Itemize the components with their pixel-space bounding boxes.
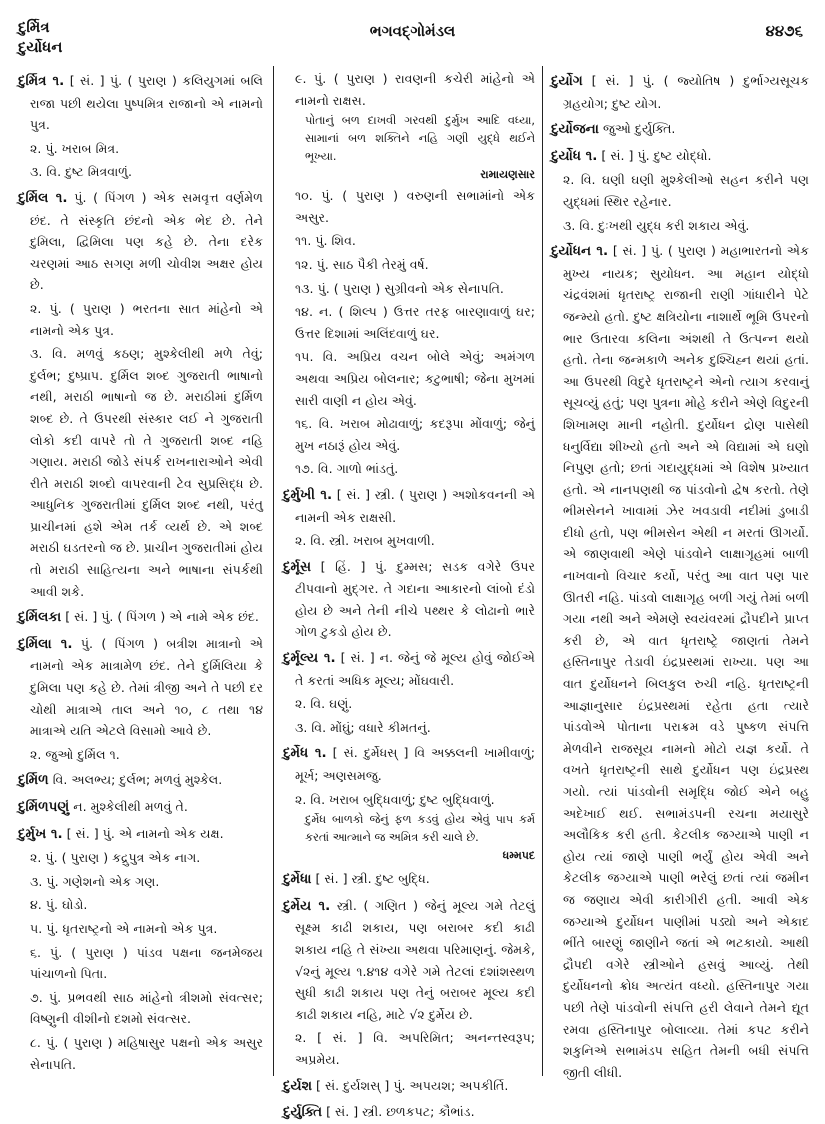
entry-sense: ૪. પું. ઘોડો.: [30, 897, 88, 913]
entry-definition: [ સં. ] પું. દુષ્ટ યોદ્ધો.: [601, 147, 712, 163]
entry-definition: [ સં. ] સ્ત્રી. દુષ્ટ બુદ્ધિ.: [315, 871, 430, 887]
entry-sense: ૨. પું. ( પુરાણ ) ભરતના સાત માંહેનો એ નામનો એક પુત્ર.: [30, 300, 263, 338]
entry-sense: ૩. વિ. મળવું કઠણ; મુશ્કેલીથી મળે તેવું; દુર્લભ; દુષ્પ્રાપ. દુર્મિલ શબ્દ ગુજરાતી ભાષાનો નથી, મરાઠી ભાષાનો જ છે. મરાઠીમાં દુર્મિળ શબ્દ છે. તે ઉપરથી સંસ્કાર લઈ ને ગુજરાતી લોકો કદી વાપરે તો તે ગુજરાતી શબ્દ નહિ ગણાય. મરાઠી જોડે સંપર્ક રાખનારાઓને એવી રીતે મરાઠી શબ્દો વાપરવાની ટેવ સુપ્રસિદ્ધ છે. આધુનિક ગુજરાતીમાં દુર્મિલ શબ્દ નથી, પરંતુ પ્રાચીનમાં હશે એમ તર્ક વ્યર્થ છે. એ શબ્દ મરાઠી ઘડતરનો જ છે. પ્રાચીન ગુજરાતીમાં હોય તો મરાઠી સાહિત્યના અને ભાષાના સંપર્કથી આવી શકે.: [30, 346, 263, 599]
dictionary-entry: [551, 118, 809, 141]
dictionary-entry: [551, 145, 809, 168]
dictionary-entry: [283, 484, 535, 528]
entry-definition: [ સં. ] સ્ત્રી. ( પુરાણ ) અશોકવનની એ નામની એક રાક્ષસી.: [295, 486, 535, 525]
entry-headword: દુર્યોધન ૧.: [551, 243, 609, 260]
citation: [283, 811, 535, 864]
entry-headword: દુર્મિળપણું: [18, 799, 70, 815]
dictionary-entry: [283, 1101, 535, 1124]
entry-sense: ૮. પું. ( પુરાણ ) મહિષાસુર પક્ષનો એક અસુર સેનાપતિ.: [30, 1034, 263, 1072]
entry-headword: દુર્મૂલ્ય ૧.: [283, 650, 336, 667]
citation-source: રામાયણસાર: [480, 168, 535, 182]
entry-headword: દુર્મિલ ૧.: [18, 189, 68, 206]
dictionary-entry: [551, 70, 809, 114]
entry-sense: ૩. વિ. મોંઘું; વધારે કીમતનું.: [295, 719, 431, 735]
entry-headword: દુર્મુખી ૧.: [283, 486, 333, 503]
entry-definition: [ હિં. ] પું. દુમ્મસ; સડક વગેરે ઉપર ટીપવાનો મુદ્ગર. તે ગદાના આકારનો લાંબો દંડો હોય છે અને તેની નીચે પથ્થર કે લોઢાનો ભારે ગોળ ટુકડો હોય છે.: [295, 558, 535, 640]
entry-headword: દુર્મિલા ૧.: [18, 635, 73, 652]
column-divider: [273, 66, 274, 1076]
column-divider: [542, 66, 543, 1076]
dictionary-entry: [18, 70, 263, 136]
entry-headword: દુર્મિળ: [18, 772, 49, 789]
entry-definition: સ્ત્રી. ( ગણિત ) જેનું મૂલ્ય ગમે તેટલું સૂક્ષ્મ કાઢી શકાય, પણ બરાબર કદી કાઢી શકાય નહિ તે સંખ્યા અથવા પરિમાણનું. જેમકે, √૨નું મૂલ્ય ૧.૪૧૪ વગેરે ગમે તેટલાં દશાંશસ્થળ સુધી કાઢી શકાય પણ તેનું બરાબર મૂલ્ય કદી કાઢી શકાય નહિ, માટે √૨ દુર્મેય છે.: [295, 897, 535, 1022]
entry-sense: ૧૪. ન. ( શિલ્પ ) ઉત્તર તરફ બારણાવાળું ઘર; ઉત્તર દિશામાં અલિંદવાળું ઘર.: [295, 304, 535, 341]
entry-headword: દુર્યુક્તિ: [283, 1104, 323, 1121]
entry-definition: [ સં. ] પું. ( પુરાણ ) કલિયુગમાં બલિ રાજા પછી થયેલા પુષ્પમિત્ર રાજાનો એ નામનો પુત્ર.: [30, 73, 263, 133]
entry-definition: જુઓ દુર્યુક્તિ.: [603, 121, 676, 137]
entry-definition: [ સં. ] પું. ( પિંગળ ) એ નામે એક છંદ.: [65, 609, 259, 625]
entry-headword: દુર્યોજના: [551, 121, 599, 138]
entry-headword: દુર્મેધ ૧.: [283, 745, 327, 762]
entry-sense: ૧૦. પું. ( પુરાણ ) વરુણની સભામાંનો એક અસુર.: [295, 188, 535, 225]
column-3: [551, 66, 809, 1083]
column-2: [283, 66, 535, 1124]
entry-headword: દુર્મૂસ: [283, 558, 312, 575]
guide-word-first: દુર્મિત્ર: [18, 18, 50, 36]
entry-sense: ૧૭. વિ. ગાળો ભાંડતું.: [295, 461, 399, 477]
entry-definition: પું. ( પિંગળ ) એક સમવૃત્ત વર્ણમેળ છંદ. તે સંસ્કૃતિ છંદનો એક ભેદ છે. તેને દુમિલા, દ્વિમિલા પણ કહે છે. તેના દરેક ચરણમાં આઠ સગણ મળી ચોવીશ અક્ષર હોય છે.: [30, 189, 263, 293]
dictionary-entry: [283, 647, 535, 691]
entry-sense: ૬. પું. ( પુરાણ ) પાંડવ પક્ષના જનમેજય પાંચાળનો પિતા.: [30, 944, 263, 982]
dictionary-entry: [18, 606, 263, 629]
entry-sense: ૨. વિ. ખરાબ બુદ્ધિવાળું; દુષ્ટ બુદ્ધિવાળું.: [295, 791, 495, 807]
entry-sense: ૧૬. વિ. ખરાબ મોઢાવાળું; કદરૂપા મોંવાળું; જેનું મુખ નઠારૂં હોય એવું.: [295, 416, 535, 453]
entry-definition: [ સં. ] પું. ( પુરાણ ) મહાભારતનો એક મુખ્ય નાયક; સુયોધન. આ મહાન યોદ્ધો ચંદ્રવંશમાં ધૃતરાષ્ટ્ર રાજાની રાણી ગાંધારીને પેટે જન્મ્યો હતો. દુષ્ટ ક્ષત્રિયોના નાશાર્થે ભૂમિ ઉપરનો ભાર ઉતારવા કલિના અંશથી તે ઉત્પન્ન થયો હતો. તેના જન્મકાળે અનેક દુશ્ચિહ્ન થયાં હતાં. આ ઉપરથી વિદુરે ધૃતરાષ્ટ્રને એનો ત્યાગ કરવાનું સૂચવ્યું હતું; પણ પુત્રના મોહે કરીને એણે વિદુરની શિખામણ માની નહોતી. દુર્યોધન દ્રોણ પાસેથી ધનુર્વિદ્યા શીખ્યો હતો અને એ વિદ્યામાં એ ઘણો નિપુણ હતો; છતાં ગદાયુદ્ધમાં એ વિશેષ પ્રખ્યાત હતો. એ નાનપણથી જ પાંડવોનો દ્વેષ કરતો. તેણે ભીમસેનને ખાવામાં ઝેર ખવડાવી નદીમાં ડુબાડી દીધો હતો, પણ ભીમસેન એથી ન મરતાં ઊગર્યો. એ જાણવાથી એણે પાંડવોને લાક્ષાગૃહમાં બાળી નાખવાનો વિચાર કર્યો, પરંતુ આ વાત પણ પાર ઊતરી નહિ. પાંડવો લાક્ષાગૃહ બળી ગયું તેમાં બળી ગયા નથી અને એમણે સ્વયંવરમાં દ્રૌપદીને પ્રાપ્ત કરી છે, એ વાત ધૃતરાષ્ટ્રે જાણતાં તેમને હસ્તિનાપુર તેડાવી ઇંદ્રપ્રસ્થમાં રાખ્યા. પણ આ વાત દુર્યોધનને બિલકુલ રુચી નહિ. ધૃતરાષ્ટ્રની આજ્ઞાનુસાર ઇંદ્રપ્રસ્થમાં રહેતા હતા ત્યારે પાંડવોએ પોતાના પરાક્રમ વડે પુષ્કળ સંપત્તિ મેળવીને રાજસૂય નામનો મોટો યજ્ઞ કર્યો. તે વખતે ધૃતરાષ્ટ્રની સાથે દુર્યોધન પણ ઇંદ્રપ્રસ્થ ગયો. ત્યાં પાંડવોની સમૃદ્ધિ જોઈ એને બહુ અદેખાઈ થઈ. સભામંડપની રચના મયાસુરે અલૌકિક કરી હતી. કેટલીક જગ્યાએ પાણી ન હોય ત્યાં જાણે પાણી ભર્યું હોય એવી અને કેટલીક જગ્યાએ પાણી ભરેલું છતાં ત્યાં જમીન જ જણાય એવી કારીગીરી હતી. આવી એક જગ્યાએ દુર્યોધન પાણીમાં પડ્યો અને એકાદ ભીંતે બારણું જાણીને જતાં એ ભટકાયો. આથી દ્રૌપદી વગેરે સ્ત્રીઓને હસવું આવ્યું. તેથી દુર્યોધનનો ક્રોધ અત્યંત વધ્યો. હસ્તિનાપુર ગયા પછી તેણે પાંડવોની સંપત્તિ હરી લેવાને તેમને દ્યૂત રમવા હસ્તિનાપુર બોલાવ્યા. તેમાં કપટ કરીને શકુનિએ સભામંડપ સહિત તેમની બધી સંપત્તિ જીતી લીધી.: [563, 243, 809, 1080]
citation-text: પોતાનું બળ દાખવી ગરવથી દુર્મુખ આદિ વધ્યા, સામાનાં બળ શક્તિને નહિ ગણી યુદ્ધે થઈને ભૂખ્યા.: [305, 114, 535, 164]
dictionary-entry: [283, 1075, 535, 1098]
entry-headword: દુર્મિત્ર ૧.: [18, 73, 65, 89]
entry-sense: ૧૫. વિ. અપ્રિય વચન બોલે એવું; અમંગળ અથવા અપ્રિય બોલનાર; કટુભાષી; જેના મુખમાં સારી વાણી ન હોય એવું.: [295, 349, 535, 408]
dictionary-entry: [283, 556, 535, 643]
dictionary-entry: [18, 187, 263, 296]
entry-sense: ૭. પું. પ્રભવથી સાઠ માંહેનો ત્રીશમો સંવત્સર; વિષ્ણુની વીશીનો દશમો સંવત્સર.: [30, 989, 263, 1027]
guide-word-last: દુર્યોધન: [18, 38, 63, 56]
dictionary-entry: [18, 769, 263, 792]
entry-sense: ૨. [ સં. ] વિ. અપરિમિત; અનન્તસ્વરૂપ; અપ્રમેય.: [295, 1030, 535, 1067]
entry-sense: ૨. પું. ( પુરાણ ) કદ્રુપુત્ર એક નાગ.: [30, 850, 201, 866]
entry-sense: ૫. પું. ધૃતરાષ્ટ્રનો એ નામનો એક પુત્ર.: [30, 920, 218, 936]
column-1: [18, 66, 263, 1075]
page-number: ૪૪૭૬: [765, 22, 803, 40]
dictionary-entry: [283, 868, 535, 891]
entry-headword: દુર્યોધ ૧.: [551, 147, 598, 164]
citation: [283, 112, 535, 183]
entry-definition: [ સં. દુર્યશસ્ ] પું. અપયશ; અપકીર્તિ.: [316, 1077, 509, 1093]
citation-source: ધમ્મપદ: [502, 849, 535, 863]
entry-sense: ૨. વિ. ઘણું.: [295, 696, 353, 712]
dictionary-entry: [18, 633, 263, 742]
entry-sense: ૨. વિ. ઘણી ઘણી મુશ્કેલીઓ સહન કરીને પણ યુદ્ધમાં સ્થિર રહેનાર.: [563, 172, 809, 209]
entry-definition: પું. ( પિંગળ ) બત્રીશ માત્રાનો એ નામનો એક માત્રામેળ છંદ. તેને દુર્મિલિયા કે દુમિલા પણ કહે છે. તેમાં ત્રીજી અને તે પછી દર ચોથી માત્રાએ તાલ અને ૧૦, ૮ તથા ૧૪ માત્રાએ યતિ એટલે વિસામો આવે છે.: [30, 635, 263, 739]
entry-definition: [ સં. ] સ્ત્રી. છળકપટ; કૌભાંડ.: [326, 1104, 475, 1120]
entry-sense: ૩. વિ. દુષ્ટ મિત્રવાળું.: [30, 164, 132, 180]
entry-sense: ૯. પું. ( પુરાણ ) રાવણની કચેરી માંહેનો એ નામનો રાક્ષસ.: [295, 71, 535, 108]
entry-sense: ૧૧. પું. શિવ.: [295, 233, 356, 249]
entry-headword: દુર્મેય ૧.: [283, 897, 331, 914]
book-title: ભગવદ્ગોમંડલ: [369, 22, 456, 40]
entry-sense: ૨. જુઓ દુર્મિલ ૧.: [30, 746, 120, 762]
entry-definition: ન. મુશ્કેલીથી મળવું તે.: [73, 799, 188, 814]
entry-headword: દુર્યશ: [283, 1077, 313, 1094]
entry-headword: દુર્યોગ: [551, 73, 583, 89]
entry-definition: [ સં. ] ન. જેનું જે મૂલ્ય હોવું જોઈએ તે કરતાં અધિક મૂલ્ય; મોંઘવારી.: [295, 650, 535, 688]
dictionary-entry: [283, 742, 535, 786]
citation-text: દુર્મેધ બાળકો જેનું ફળ કડવું હોય એવું પાપ કર્મ કરતાં આત્માને જ અમિત્ર કરી ચાલે છે.: [305, 813, 535, 845]
dictionary-entry: [551, 240, 809, 1083]
entry-definition: [ સં. ] પું. એ નામનો એક યક્ષ.: [66, 825, 224, 841]
entry-definition: [ સં. દુર્મેધસ્ ] વિ અક્કલની ખામીવાળું; મૂર્ખ; અણસમજુ.: [295, 745, 535, 784]
entry-definition: [ સં. ] પું. ( જ્યોતિષ ) દુર્ભાગ્યસૂચક ગ્રહયોગ; દુષ્ટ યોગ.: [563, 73, 809, 111]
entry-definition: વિ. અલભ્ય; દુર્લભ; મળવું મુશ્કેલ.: [52, 772, 223, 788]
entry-headword: દુર્મેધા: [283, 871, 312, 888]
entry-headword: દુર્મિલકા: [18, 609, 62, 626]
dictionary-entry: [18, 796, 263, 819]
entry-headword: દુર્મુખ ૧.: [18, 825, 63, 842]
entry-sense: ૧૨. પું. સાઠ પૈકી તેરમું વર્ષ.: [295, 256, 429, 272]
dictionary-entry: [283, 895, 535, 1026]
entry-sense: ૨. પું. ખરાબ મિત્ર.: [30, 140, 120, 156]
entry-sense: ૧૩. પું. ( પુરાણ ) સુગ્રીવનો એક સેનાપતિ.: [295, 280, 504, 296]
dictionary-entry: [18, 823, 263, 846]
entry-sense: ૩. વિ. દુઃખથી યુદ્ધ કરી શકાય એવું.: [563, 217, 750, 233]
entry-sense: ૨. વિ. સ્ત્રી. ખરાબ મુખવાળી.: [295, 533, 435, 549]
entry-sense: ૩. પું. ગણેશનો એક ગણ.: [30, 873, 160, 889]
